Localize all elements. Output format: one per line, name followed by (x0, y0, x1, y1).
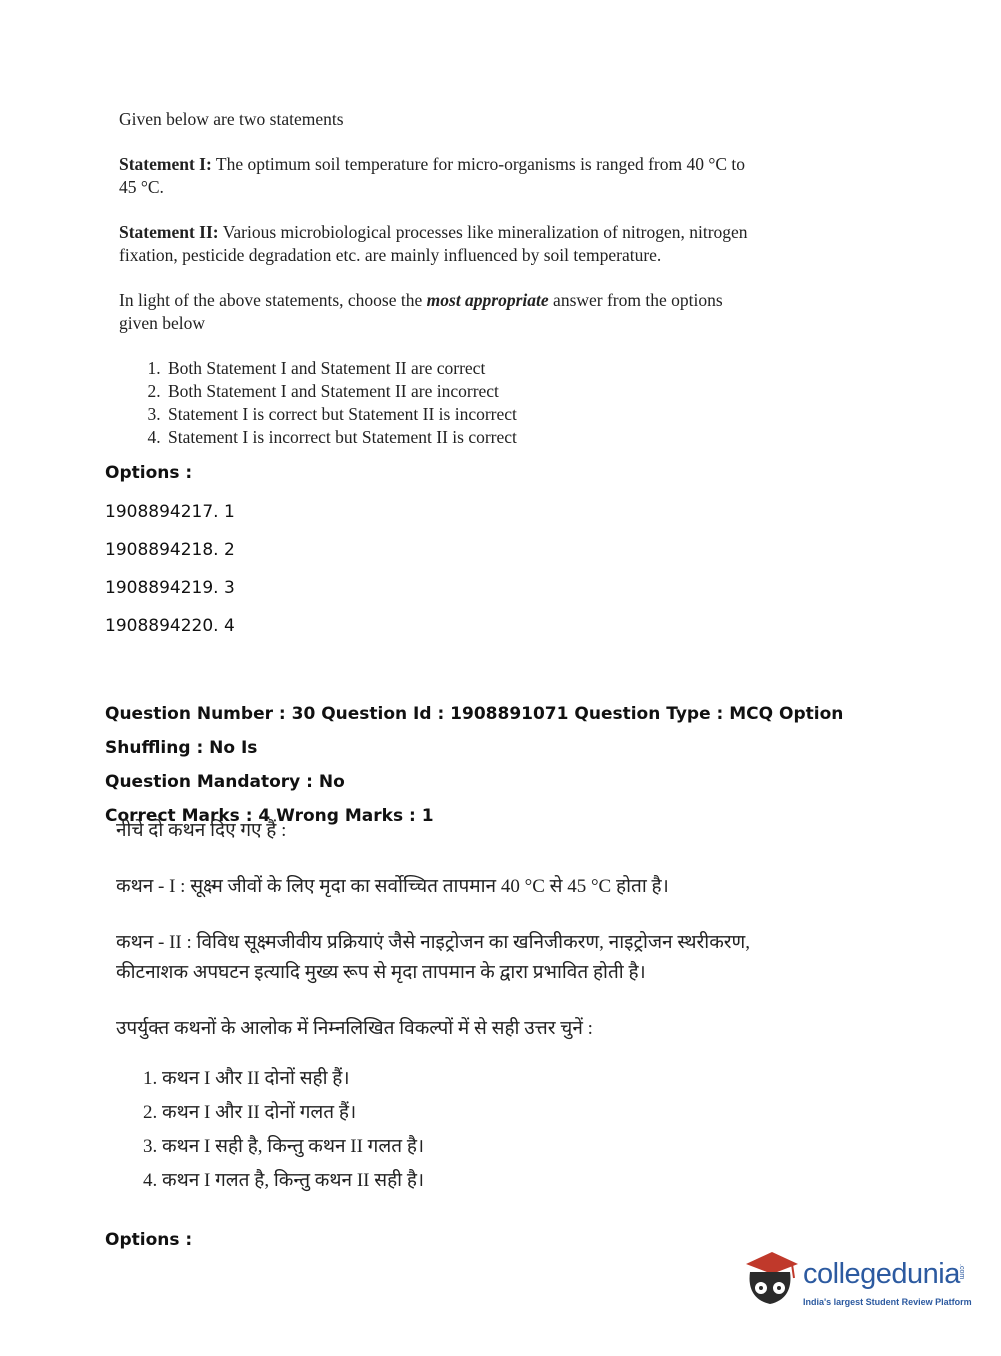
meta-line: Question Number : 30 Question Id : 1908891071 Question Type : MCQ Option Shuffling : No Is (105, 704, 844, 758)
statement-2 (119, 221, 759, 267)
meta-marks: Correct Marks : 4 Wrong Marks : 1 (105, 806, 434, 826)
options-label: Options : (105, 1230, 193, 1250)
option-item: 1908894218. 2 (105, 540, 235, 560)
hindi-intro: नीचे दो कथन दिए गए हैं : (116, 820, 287, 841)
question-english (119, 108, 759, 449)
statement-2-label: Statement II: (119, 222, 219, 242)
hindi-choice-item: 3. कथन I सही है, किन्तु कथन II गलत है। (162, 1130, 756, 1164)
statement-1-label: Statement I: (119, 154, 212, 174)
hindi-choice-list (116, 1062, 756, 1198)
logo-wordmark: collegedunia (803, 1258, 960, 1290)
logo-dotcom: .com (958, 1264, 965, 1280)
question-prompt: In light of the above statements, choose the most appropriate answer from the options given below (119, 290, 723, 333)
option-item: 1908894217. 1 (105, 502, 235, 522)
option-item: 1908894219. 3 (105, 578, 235, 598)
question-intro: Given below are two statements (119, 109, 344, 129)
collegedunia-logo (742, 1250, 972, 1314)
choice-item: 4. Statement I is incorrect but Statement II is correct (165, 426, 759, 449)
question-meta (105, 697, 915, 833)
choice-list (119, 357, 759, 449)
option-item: 1908894220. 4 (105, 616, 235, 636)
choice-item: 3. Statement I is correct but Statement II is incorrect (165, 403, 759, 426)
prompt-emphasis: most appropriate (426, 290, 549, 310)
choice-item: 1. Both Statement I and Statement II are correct (165, 357, 759, 380)
options-label: Options : (105, 463, 193, 483)
question-hindi (116, 816, 756, 1198)
hindi-choice-item: 2. कथन I और II दोनों गलत हैं। (162, 1096, 756, 1130)
statement-2-text: Various microbiological processes like mineralization of nitrogen, nitrogen fixation, pesticide degradation etc. are mainly influenced by soil temperature. (119, 222, 748, 265)
statement-1-text: The optimum soil temperature for micro-organisms is ranged from 40 °C to 45 °C. (119, 154, 746, 197)
hindi-choice-item: 4. कथन I गलत है, किन्तु कथन II सही है। (162, 1164, 756, 1198)
choice-item: 2. Both Statement I and Statement II are incorrect (165, 380, 759, 403)
meta-line: Question Mandatory : No (105, 772, 345, 792)
hindi-prompt: उपर्युक्त कथनों के आलोक में निम्नलिखित विकल्पों में से सही उत्तर चुनें : (116, 1018, 593, 1039)
mascot-icon (742, 1250, 800, 1312)
hindi-statement-2: कथन - II : विविध सूक्ष्मजीवीय प्रक्रियाएं जैसे नाइट्रोजन का खनिजीकरण, नाइट्रोजन स्थरीकरण, कीटनाशक अपघटन इत्यादि मुख्य रूप से मृदा तापमान के द्वारा प्रभावित होती है। (116, 932, 751, 983)
hindi-statement-1: कथन - I : सूक्ष्म जीवों के लिए मृदा का सर्वोच्चित तापमान 40 °C से 45 °C होता है। (116, 876, 669, 897)
hindi-choice-item: 1. कथन I और II दोनों सही हैं। (162, 1062, 756, 1096)
logo-tagline: India's largest Student Review Platform (803, 1297, 972, 1307)
statement-1 (119, 153, 759, 199)
